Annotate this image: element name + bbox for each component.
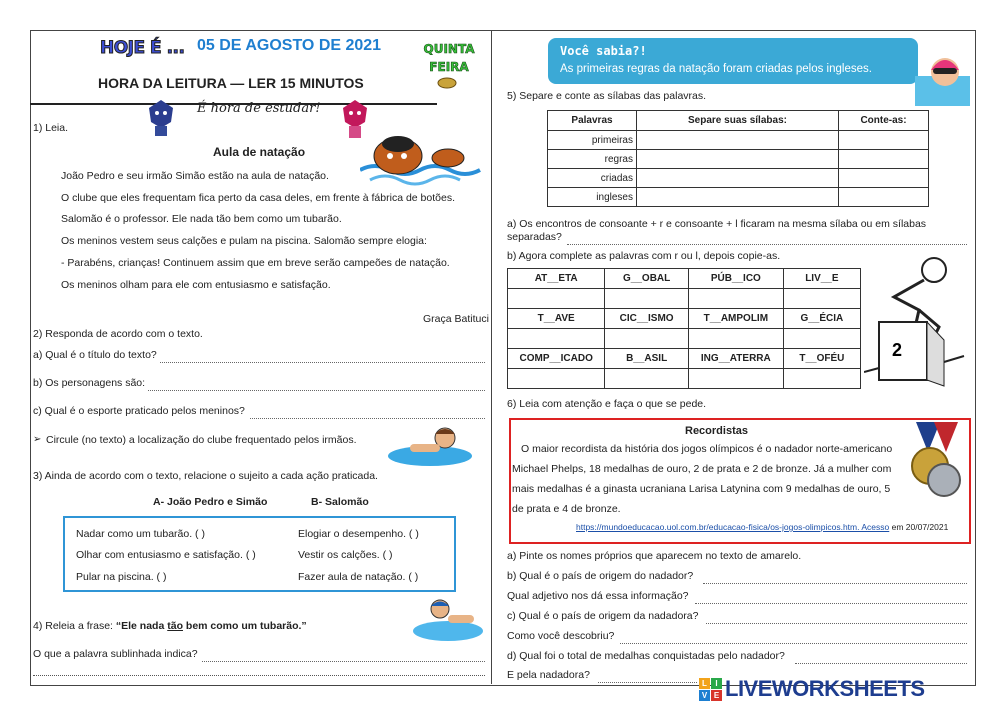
grid-answer-input[interactable] — [787, 373, 857, 384]
rec-line: Michael Phelps, 18 medalhas de ouro, 2 de prata e 2 de bronze. Já a mulher com — [512, 463, 892, 475]
q4-underlined-word: tão — [167, 620, 183, 632]
col-header: Conte-as: — [839, 111, 929, 131]
reading-title: HORA DA LEITURA — LER 15 MINUTOS — [98, 75, 364, 91]
grid-word: T__AMPOLIM — [688, 309, 783, 329]
q3-item[interactable]: Elogiar o desempenho. ( ) — [298, 528, 419, 540]
podium-swimmer-icon — [864, 252, 972, 392]
swimming-boy-icon — [410, 595, 485, 643]
grid-answer-input[interactable] — [511, 293, 601, 304]
word-cell: ingleses — [548, 188, 637, 207]
story-line: - Parabéns, crianças! Continuem assim que em breve serão campeões de natação. — [61, 257, 450, 269]
q6c2-answer-input[interactable] — [620, 631, 967, 644]
swimmer-cap-icon — [915, 48, 970, 106]
recordistas-title: Recordistas — [685, 425, 748, 437]
count-cell[interactable] — [839, 131, 929, 150]
column-divider — [491, 30, 492, 684]
study-phrase: É hora de estudar! — [197, 101, 321, 116]
grid-answer-cell[interactable] — [688, 289, 783, 309]
grid-answer-input[interactable] — [511, 333, 601, 344]
word-cell: primeiras — [548, 131, 637, 150]
word-cell: criadas — [548, 169, 637, 188]
story-line: Salomão é o professor. Ele nada tão bem como um tubarão. — [61, 213, 342, 225]
q5a-line1: a) Os encontros de consoante + r e consoante + l ficaram na mesma sílaba ou em sílabas — [507, 218, 927, 230]
grid-answer-input[interactable] — [511, 373, 601, 384]
count-input[interactable] — [842, 154, 925, 165]
count-input[interactable] — [842, 135, 925, 146]
q6b-answer-input[interactable] — [703, 571, 967, 584]
swimming-kid-icon — [385, 420, 475, 468]
q4-question: O que a palavra sublinhada indica? — [33, 648, 198, 660]
author: Graça Batituci — [423, 313, 489, 325]
rec-line: mais medalhas é a ginasta ucraniana Larisa Latynina com 9 medalhas de ouro, 5 — [512, 483, 891, 495]
grid-answer-input[interactable] — [692, 333, 780, 344]
did-you-know-box — [548, 38, 918, 84]
grid-word: PÚB__ICO — [688, 269, 783, 289]
blue-mascot-icon — [146, 98, 176, 138]
story-line: Os meninos olham para ele com entusiasmo e satisfação. — [61, 279, 331, 291]
q5b-instruction: b) Agora complete as palavras com r ou l, depois copie-as. — [507, 250, 781, 262]
grid-word: G__OBAL — [605, 269, 689, 289]
swimmer-illustration-icon — [360, 128, 490, 188]
q2b-answer-input[interactable] — [148, 378, 485, 391]
q3-item[interactable]: Olhar com entusiasmo e satisfação. ( ) — [76, 549, 256, 561]
rec-line: de prata e 4 de bronze. — [512, 503, 621, 515]
grid-word: B__ASIL — [605, 349, 689, 369]
story-line: Os meninos vestem seus calções e pulam na piscina. Salomão sempre elogia: — [61, 235, 427, 247]
grid-word: T__AVE — [508, 309, 605, 329]
q4-answer-input[interactable] — [202, 649, 485, 662]
grid-word: CIC__ISMO — [605, 309, 689, 329]
did-you-know-text: As primeiras regras da natação foram criadas pelos ingleses. — [560, 63, 872, 75]
grid-word: ING__ATERRA — [688, 349, 783, 369]
logo-tile: V — [699, 690, 710, 701]
grid-answer-input[interactable] — [608, 333, 685, 344]
q6c-answer-input[interactable] — [706, 611, 967, 624]
source-link[interactable]: https://mundoeducacao.uol.com.br/educacao-fisica/os-jogos-olimpicos.htm. Acesso — [576, 522, 890, 532]
q3-option-a: A- João Pedro e Simão — [153, 496, 268, 508]
q4-prefix: 4) Releia a frase: — [33, 620, 116, 632]
complete-words-grid — [507, 268, 861, 389]
access-date: em 20/07/2021 — [889, 522, 949, 532]
col-header: Palavras — [548, 111, 637, 131]
count-cell[interactable] — [839, 150, 929, 169]
grid-word: COMP__ICADO — [508, 349, 605, 369]
bullet-arrow-icon: ➢ — [33, 434, 42, 445]
medals-icon — [906, 422, 964, 502]
grid-answer-cell[interactable] — [783, 329, 860, 349]
q2-label: 2) Responda de acordo com o texto. — [33, 328, 203, 340]
grid-word: LIV__E — [783, 269, 860, 289]
grid-word: G__ÉCIA — [783, 309, 860, 329]
grid-answer-cell[interactable] — [508, 369, 605, 389]
q3-item[interactable]: Fazer aula de natação. ( ) — [298, 571, 419, 583]
q2a-question: a) Qual é o título do texto? — [33, 349, 157, 361]
source-citation — [576, 522, 948, 532]
q6d-answer-input[interactable] — [795, 651, 967, 664]
grid-answer-cell[interactable] — [508, 329, 605, 349]
story-line: O clube que eles frequentam fica perto da casa deles, em frente à fábrica de botões. — [61, 192, 455, 204]
q5a-answer-input[interactable] — [567, 232, 967, 245]
q1-label: 1) Leia. — [33, 122, 69, 134]
grid-answer-input[interactable] — [608, 293, 685, 304]
story-title: Aula de natação — [213, 145, 306, 159]
q4-sentence — [33, 620, 307, 633]
count-input[interactable] — [842, 173, 925, 184]
q3-item[interactable]: Nadar como um tubarão. ( ) — [76, 528, 205, 540]
grid-answer-cell[interactable] — [783, 289, 860, 309]
grid-word: T__OFÉU — [783, 349, 860, 369]
q6d-question: d) Qual foi o total de medalhas conquistadas pelo nadador? — [507, 650, 785, 662]
q6-label: 6) Leia com atenção e faça o que se pede. — [507, 398, 707, 410]
q6b2-answer-input[interactable] — [695, 591, 967, 604]
grid-answer-input[interactable] — [692, 293, 780, 304]
grid-answer-cell[interactable] — [605, 289, 689, 309]
logo-tile: I — [711, 678, 722, 689]
q3-label: 3) Ainda de acordo com o texto, relacione o sujeito a cada ação praticada. — [33, 470, 378, 482]
q5-label: 5) Separe e conte as sílabas das palavras. — [507, 90, 707, 102]
grid-answer-input[interactable] — [608, 373, 685, 384]
story-line: João Pedro e seu irmão Simão estão na aula de natação. — [61, 170, 329, 182]
q6d2-answer-input[interactable] — [598, 670, 697, 683]
grid-word: AT__ETA — [508, 269, 605, 289]
syllable-cell[interactable] — [637, 131, 839, 150]
syllable-cell[interactable] — [637, 150, 839, 169]
count-input[interactable] — [842, 192, 925, 203]
rec-line: O maior recordista da história dos jogos olímpicos é o nadador norte-americano — [521, 443, 893, 455]
word-cell: regras — [548, 150, 637, 169]
logo-tile: L — [699, 678, 710, 689]
q2c-answer-input[interactable] — [250, 406, 485, 419]
grid-answer-cell[interactable] — [508, 289, 605, 309]
grid-answer-cell[interactable] — [688, 369, 783, 389]
liveworksheets-logo[interactable] — [699, 676, 925, 702]
syllable-cell[interactable] — [637, 169, 839, 188]
logo-text: LIVEWORKSHEETS — [725, 676, 925, 701]
leaf-icon — [436, 76, 458, 90]
q4-quote-start: “Ele nada — [115, 620, 168, 632]
grid-answer-input[interactable] — [787, 333, 857, 344]
syllable-table — [547, 110, 929, 207]
count-cell[interactable] — [839, 188, 929, 207]
syllable-cell[interactable] — [637, 188, 839, 207]
grid-answer-cell[interactable] — [605, 369, 689, 389]
hoje-title: HOJE É ... — [100, 38, 185, 58]
q3-item[interactable]: Pular na piscina. ( ) — [76, 571, 167, 583]
q2a-answer-input[interactable] — [160, 350, 485, 363]
q2c-question: c) Qual é o esporte praticado pelos meninos? — [33, 405, 245, 417]
q6c-question: c) Qual é o país de origem da nadadora? — [507, 610, 699, 622]
q6b-question: b) Qual é o país de origem do nadador? — [507, 570, 694, 582]
circle-instruction: Circule (no texto) a localização do clube frequentado pelos irmãos. — [46, 434, 357, 446]
syllable-input[interactable] — [640, 192, 835, 203]
q6c2-question: Como você descobriu? — [507, 630, 615, 642]
logo-tile: E — [711, 690, 722, 701]
did-you-know-title: Você sabia?! — [560, 44, 647, 58]
q6b2-question: Qual adjetivo nos dá essa informação? — [507, 590, 689, 602]
q2b-question: b) Os personagens são: — [33, 377, 146, 389]
q4-quote-end: bem como um tubarão.” — [182, 620, 307, 632]
weekday-label: QUINTA FEIRA — [423, 42, 475, 74]
q6a-question: a) Pinte os nomes próprios que aparecem no texto de amarelo. — [507, 550, 802, 562]
q3-option-b: B- Salomão — [311, 496, 369, 508]
syllable-input[interactable] — [640, 173, 835, 184]
count-cell[interactable] — [839, 169, 929, 188]
podium-number: 2 — [892, 340, 903, 360]
q4-extra-line — [33, 675, 485, 676]
grid-answer-input[interactable] — [787, 293, 857, 304]
q6d2-question: E pela nadadora? — [507, 669, 590, 681]
grid-answer-cell[interactable] — [783, 369, 860, 389]
syllable-input[interactable] — [640, 135, 835, 146]
syllable-input[interactable] — [640, 154, 835, 165]
grid-answer-cell[interactable] — [688, 329, 783, 349]
q5a-line2: separadas? — [507, 231, 562, 243]
col-header: Separe suas sílabas: — [637, 111, 839, 131]
grid-answer-cell[interactable] — [605, 329, 689, 349]
logo-tiles-icon — [699, 678, 722, 701]
grid-answer-input[interactable] — [692, 373, 780, 384]
q3-item[interactable]: Vestir os calções. ( ) — [298, 549, 393, 561]
date-title: 05 DE AGOSTO DE 2021 — [197, 37, 382, 54]
